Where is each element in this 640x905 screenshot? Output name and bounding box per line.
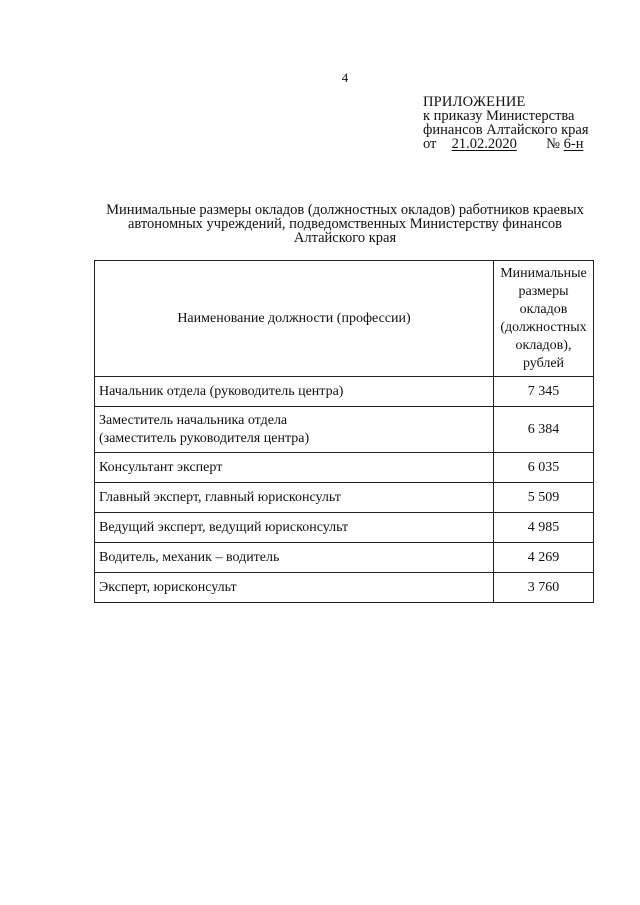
order-date: 21.02.2020 <box>451 136 517 152</box>
header-min-salary-line: Минимальные <box>500 265 587 281</box>
appendix-block <box>423 95 589 151</box>
position-name-line: (заместитель руководителя центра) <box>99 430 310 446</box>
table-row <box>95 543 594 573</box>
salary-value: 3 760 <box>494 573 594 603</box>
position-name-line: Заместитель начальника отдела <box>99 412 288 428</box>
number-prefix: № <box>546 136 560 152</box>
position-name <box>95 377 494 407</box>
salary-value: 6 035 <box>494 453 594 483</box>
salary-value: 4 269 <box>494 543 594 573</box>
order-number: 6-н <box>563 136 584 152</box>
table-row <box>95 407 594 453</box>
header-min-salary-line: (должностных <box>500 319 587 335</box>
header-min-salary-line: размеры <box>518 283 569 299</box>
salary-value: 5 509 <box>494 483 594 513</box>
document-title <box>80 203 610 245</box>
page-number: 4 <box>341 70 349 85</box>
position-name <box>95 453 494 483</box>
salary-value: 6 384 <box>494 407 594 453</box>
appendix-line-ministry: финансов Алтайского края <box>423 122 589 138</box>
table-row <box>95 377 594 407</box>
title-line: Минимальные размеры окладов (должностных окладов) работников краевых <box>106 202 584 218</box>
appendix-date-line <box>423 137 589 151</box>
date-prefix: от <box>423 136 437 152</box>
table-row <box>95 513 594 543</box>
header-position-name: Наименование должности (профессии) <box>95 261 494 377</box>
title-line: автономных учреждений, подведомственных Министерству финансов <box>127 216 563 232</box>
position-name-line: Консультант эксперт <box>99 459 223 475</box>
header-min-salary-line: окладов <box>519 301 568 317</box>
position-name-line: Начальник отдела (руководитель центра) <box>99 383 344 399</box>
header-min-salary <box>494 261 594 377</box>
position-name-line: Ведущий эксперт, ведущий юрисконсульт <box>99 519 349 535</box>
position-name <box>95 483 494 513</box>
salary-value: 7 345 <box>494 377 594 407</box>
salary-value: 4 985 <box>494 513 594 543</box>
position-name <box>95 513 494 543</box>
position-name <box>95 407 494 453</box>
salary-table <box>94 260 594 603</box>
title-line: Алтайского края <box>293 230 397 246</box>
position-name-line: Водитель, механик – водитель <box>99 549 280 565</box>
table-row <box>95 483 594 513</box>
appendix-line-order: к приказу Министерства <box>423 108 575 124</box>
position-name <box>95 543 494 573</box>
table-row <box>95 573 594 603</box>
header-min-salary-line: окладов), <box>515 337 572 353</box>
position-name-line: Главный эксперт, главный юрисконсульт <box>99 489 341 505</box>
table-row <box>95 453 594 483</box>
header-min-salary-line: рублей <box>522 355 565 371</box>
table-header-row <box>95 261 594 377</box>
appendix-heading: ПРИЛОЖЕНИЕ <box>423 94 526 110</box>
position-name-line: Эксперт, юрисконсульт <box>99 579 237 595</box>
position-name <box>95 573 494 603</box>
